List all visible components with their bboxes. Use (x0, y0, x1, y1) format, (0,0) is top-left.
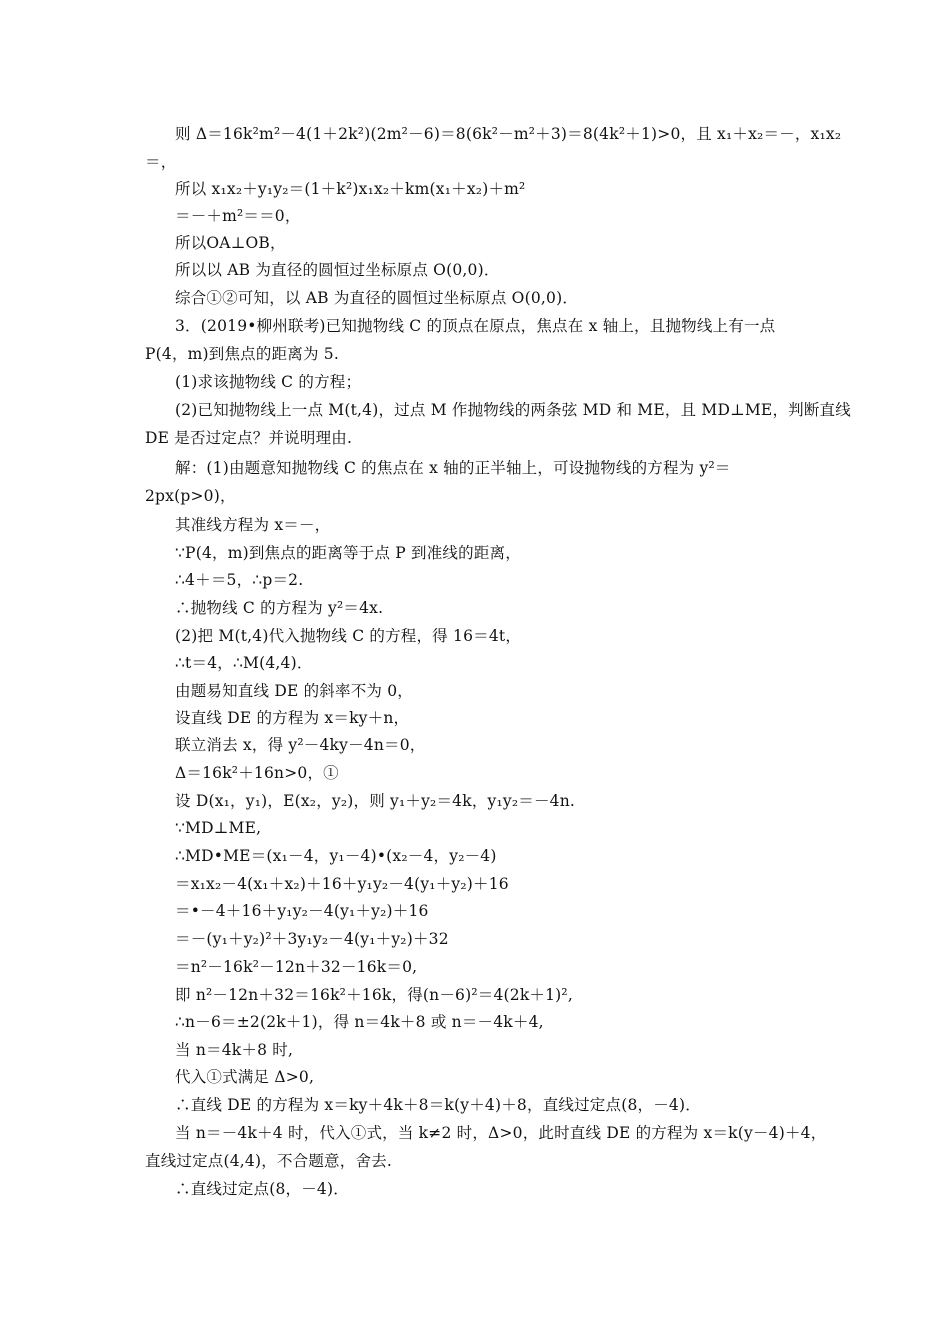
text-line: 其准线方程为 x＝－， (175, 516, 331, 534)
text-line: ∵MD⊥ME, (175, 819, 262, 837)
question-1: (1)求该抛物线 C 的方程； (175, 373, 362, 391)
text-line: ∴n－6＝±2(2k＋1)，得 n＝4k＋8 或 n＝－4k＋4, (175, 1013, 544, 1031)
text-line: 代入①式满足 Δ>0, (175, 1068, 315, 1086)
conclusion: ∴直线过定点(8，－4)． (175, 1180, 349, 1198)
text-line: ∵P(4，m)到焦点的距离等于点 P 到准线的距离， (175, 544, 521, 562)
text-line: ＝， (145, 153, 177, 171)
text-line: 所以OA⊥OB， (175, 234, 286, 252)
text-line: 当 n＝－4k＋4 时，代入①式，当 k≠2 时，Δ>0，此时直线 DE 的方程为 x＝k(y－4)＋4， (175, 1124, 827, 1142)
text-line: DE 是否过定点？并说明理由. (145, 429, 353, 447)
text-line: 联立消去 x，得 y²－4ky－4n＝0， (175, 736, 426, 754)
text-line: ∴4＋＝5，∴p＝2. (175, 571, 304, 589)
text-line: 所以 x₁x₂＋y₁y₂＝(1＋k²)x₁x₂＋km(x₁＋x₂)＋m² (175, 180, 526, 198)
text-line: 设直线 DE 的方程为 x＝ky＋n， (175, 709, 410, 727)
text-line: 则 Δ＝16k²m²－4(1＋2k²)(2m²－6)＝8(6k²－m²＋3)＝8(4k²＋1)>0，且 x₁＋x₂＝－，x₁x₂ (175, 125, 842, 143)
text-line: ∴t＝4，∴M(4,4)． (175, 654, 313, 672)
text-line: P(4，m)到焦点的距离为 5. (145, 345, 339, 363)
text-line: ∴MD•ME＝(x₁－4，y₁－4)•(x₂－4，y₂－4) (175, 847, 497, 865)
text-line: 设 D(x₁，y₁)，E(x₂，y₂)，则 y₁＋y₂＝4k，y₁y₂＝－4n. (175, 792, 576, 810)
text-line: 综合①②可知，以 AB 为直径的圆恒过坐标原点 O(0,0)． (175, 289, 579, 307)
text-line: ＝x₁x₂－4(x₁＋x₂)＋16＋y₁y₂－4(y₁＋y₂)＋16 (175, 875, 509, 893)
text-line: ∴抛物线 C 的方程为 y²＝4x. (175, 599, 384, 617)
problem-3-statement: 3．(2019•柳州联考)已知抛物线 C 的顶点在原点，焦点在 x 轴上，且抛物线上有一点 (175, 317, 776, 335)
text-line: (2)把 M(t,4)代入抛物线 C 的方程，得 16＝4t， (175, 627, 522, 645)
text-line: ＝－(y₁＋y₂)²＋3y₁y₂－4(y₁＋y₂)＋32 (175, 930, 449, 948)
solution-start: 解：(1)由题意知抛物线 C 的焦点在 x 轴的正半轴上，可设抛物线的方程为 y²＝ (175, 459, 731, 477)
text-line: 所以以 AB 为直径的圆恒过坐标原点 O(0,0)． (175, 261, 500, 279)
text-line: ∴直线 DE 的方程为 x＝ky＋4k＋8＝k(y＋4)＋8，直线过定点(8，－4)． (175, 1096, 701, 1114)
text-line: Δ＝16k²＋16n>0，① (175, 764, 339, 782)
text-line: 直线过定点(4,4)，不合题意，舍去. (145, 1152, 392, 1170)
text-line: ＝•－4＋16＋y₁y₂－4(y₁＋y₂)＋16 (175, 902, 429, 920)
text-line: 即 n²－12n＋32＝16k²＋16k，得(n－6)²＝4(2k＋1)², (175, 986, 573, 1004)
text-line: ＝－＋m²＝＝0， (175, 207, 301, 225)
text-line: 由题易知直线 DE 的斜率不为 0， (175, 682, 413, 700)
text-line: 当 n＝4k＋8 时, (175, 1041, 294, 1059)
question-2: (2)已知抛物线上一点 M(t,4)，过点 M 作抛物线的两条弦 MD 和 ME，且 MD⊥ME，判断直线 (175, 401, 851, 419)
text-line: 2px(p>0)， (145, 487, 236, 505)
text-line: ＝n²－16k²－12n＋32－16k＝0, (175, 958, 418, 976)
